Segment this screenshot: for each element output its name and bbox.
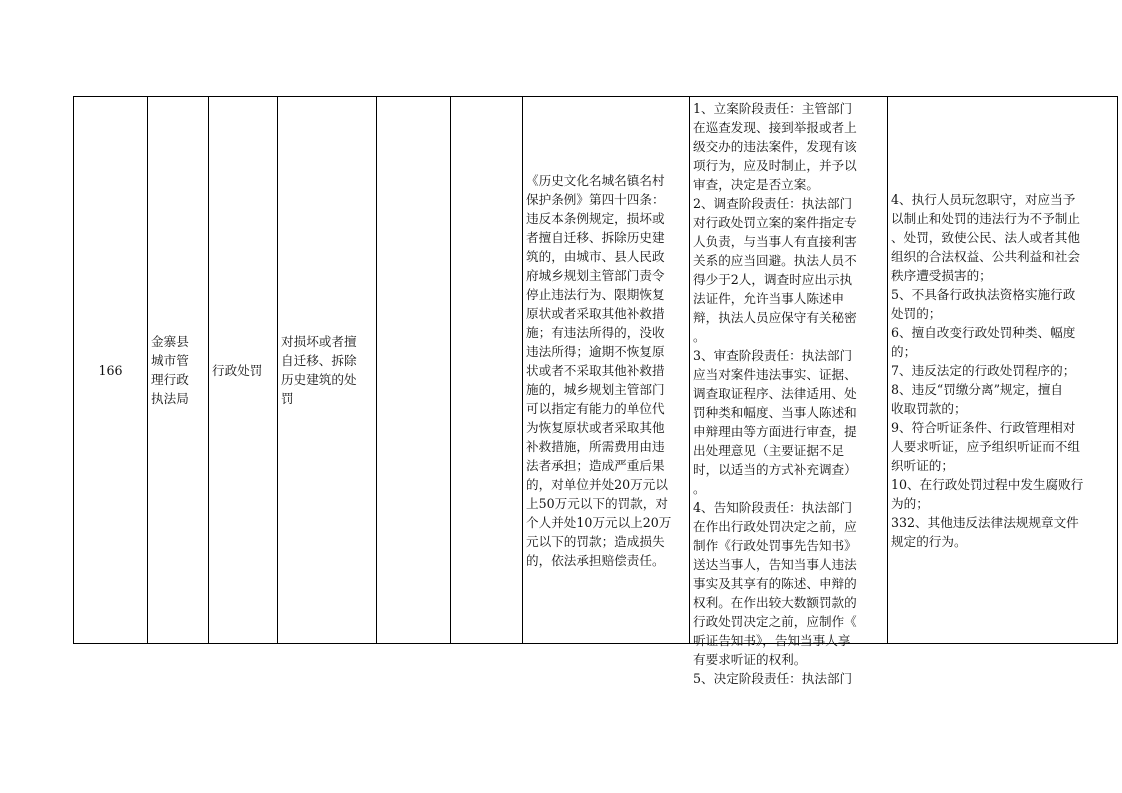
accountability-cell (888, 97, 1118, 644)
responsibilities-clip (690, 97, 887, 686)
department-cell (148, 97, 209, 644)
sub-item-cell (377, 97, 451, 644)
row-number: 166 (98, 362, 123, 378)
accountability-text: 4、执行人员玩忽职守，对应当予 以制止和处罚的违法行为不予制止 、处罚，致使公民、法人或者其他 组织的合法权益、公共利益和社会 秩序遭受损害的； 5、不具备行政执法资格实施行政 处罚的； 6、擅自改变行政处罚种类、幅度 的； 7、违反法定的行政处罚程序的； 8、违反“罚缴分离”规定，擅自 收取罚款的； 9、符合听证条件、行政管理相对 人要求听证，应予组织听证而不组 织听证的； 10、在行政处罚过程中发生腐败行 为的； 332、其他违反法律法规规章文件 规定的行为。 (891, 191, 1084, 549)
item-name-cell (278, 97, 377, 644)
department-name: 金寨县 城市管 理行政 执法局 (151, 334, 189, 406)
responsibilities-cell (690, 97, 888, 686)
power-type-cell (209, 97, 278, 644)
power-list-table (73, 96, 1118, 686)
row-number-cell (74, 97, 148, 644)
table-row (74, 97, 1118, 644)
remark-cell (451, 97, 523, 644)
legal-basis-text: 《历史文化名城名镇名村 保护条例》第四十四条： 违反本条例规定，损坏或 者擅自迁移、拆除历史建 筑的，由城市、县人民政 府城乡规划主管部门责令 停止违法行为、限期恢复 原状或者采取其他补救措 施；有违法所得的，没收 违法所得；逾期不恢复原 状或者不采取其他补救措 施的，城乡规划主管部门 可以指定有能力的单位代 为恢复原状或者采取其他 补救措施，所需费用由违 法者承担；造成严重后果 的，对单位并处20万元以 上50万元以下的罚款，对 个人并处10万元以上20万 元以下的罚款；造成损失 的，依法承担赔偿责任。 (526, 172, 672, 568)
responsibilities-text: 1、立案阶段责任：主管部门 在巡查发现、接到举报或者上 级交办的违法案件，发现有该 项行为，应及时制止，并予以 审查，决定是否立案。 2、调查阶段责任：执法部门 对行政处罚立案的案件指定专 人负责，与当事人有直接利害 关系的应当回避。执法人员不 得少于2人，调查时应出示执 法证件，允许当事人陈述申 辩，执法人员应保守有关秘密 。 3、审查阶段责任：执法部门 应当对案件违法事实、证据、 调查取证程序、法律适用、处 罚种类和幅度、当事人陈述和 申辩理由等方面进行审查，提 出处理意见（主要证据不足 时，以适当的方式补充调查） 。 4、告知阶段责任：执法部门 在作出行政处罚决定之前，应 制作《行政处罚事先告知书》 送达当事人，告知当事人违法 事实及其享有的陈述、申辩的 权利。在作出较大数额罚款的 行政处罚决定之前，应制作《 听证告知书》，告知当事人享 有要求听证的权利。 5、决定阶段责任：执法部门 (693, 101, 857, 686)
legal-basis-cell (523, 97, 690, 644)
item-name: 对损坏或者擅 自迁移、拆除 历史建筑的处 罚 (281, 334, 357, 406)
power-type: 行政处罚 (212, 362, 263, 378)
